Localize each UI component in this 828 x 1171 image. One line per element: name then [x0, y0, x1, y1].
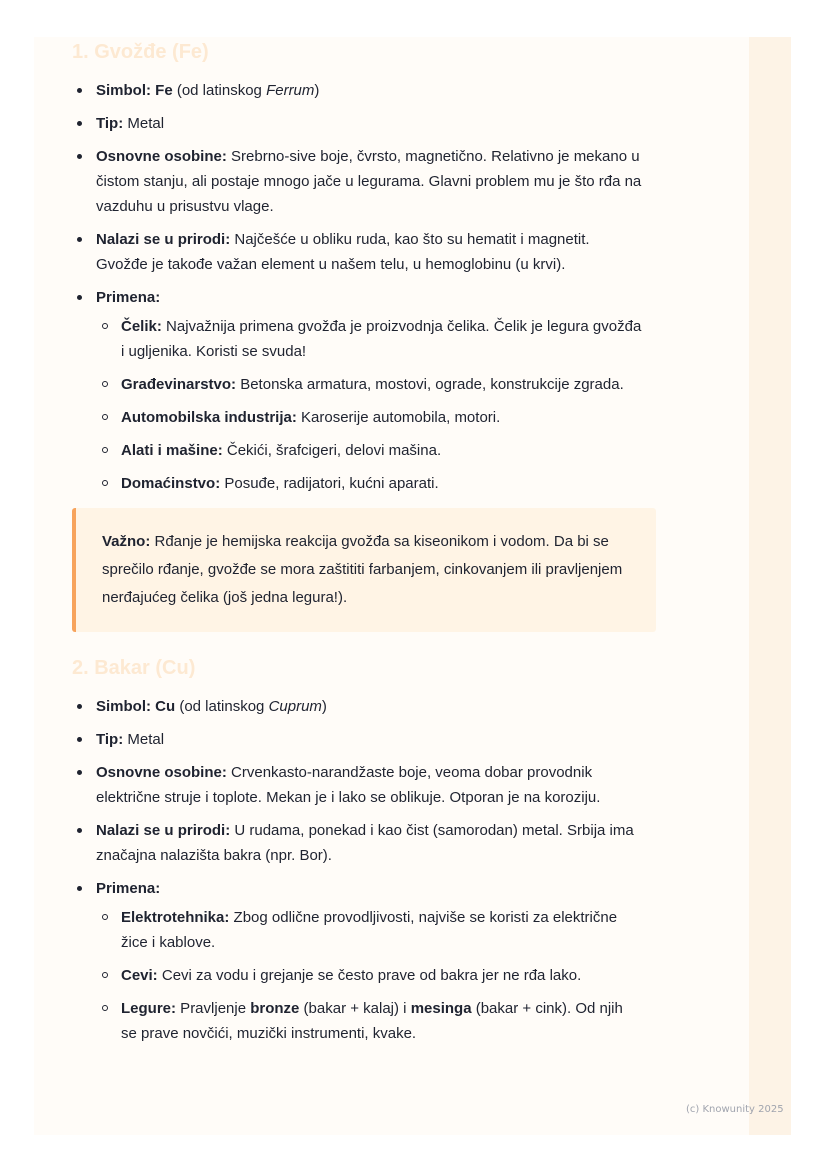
- sub-list-item: [96, 438, 642, 463]
- use-label: Legure:: [121, 1000, 177, 1017]
- list-item: [72, 111, 642, 136]
- type-label: Tip:: [96, 731, 124, 748]
- symbol-close-text: ): [321, 698, 327, 715]
- page-side-strip: [749, 37, 791, 1135]
- use-label: Elektrotehnika:: [121, 909, 230, 926]
- symbol-origin-text: (od latinskog: [175, 698, 269, 715]
- nature-label: Nalazi se u prirodi:: [96, 231, 231, 248]
- type-label: Tip:: [96, 115, 124, 132]
- list-item: [72, 818, 642, 868]
- iron-uses-list: [96, 314, 642, 496]
- use-text: Čekići, šrafcigeri, delovi mašina.: [222, 442, 442, 459]
- sub-list-item: [96, 996, 642, 1046]
- list-item: [72, 727, 642, 752]
- use-text: Betonska armatura, mostovi, ograde, konstrukcije zgrada.: [236, 376, 624, 393]
- use-text: Cevi za vodu i grejanje se često prave od bakra jer ne rđa lako.: [157, 967, 582, 984]
- properties-text: Crvenkasto-narandžaste boje, veoma dobar provodnik električne struje i toplote. Mekan je i lako se oblikuje. Otporan je na koroziju.: [96, 764, 601, 806]
- properties-label: Osnovne osobine:: [96, 148, 227, 165]
- symbol-label: Simbol: Fe: [96, 82, 173, 99]
- note-label: Važno:: [102, 533, 151, 550]
- list-item: [72, 78, 642, 103]
- symbol-close-text: ): [314, 82, 320, 99]
- brass-term: mesinga: [410, 1000, 472, 1017]
- symbol-origin-text: (od latinskog: [172, 82, 267, 99]
- sub-list-item: [96, 471, 642, 496]
- usage-label: Primena:: [96, 289, 161, 306]
- properties-text: Srebrno-sive boje, čvrsto, magnetično. Relativno je mekano u čistom stanju, ali postaje mnogo jače u legurama. Glavni problem mu je što rđa na vazduhu u prisustvu vlage.: [96, 148, 642, 215]
- use-label: Građevinarstvo:: [121, 376, 237, 393]
- latin-name: Ferrum: [266, 82, 315, 99]
- nature-text: U rudama, ponekad i kao čist (samorodan) metal. Srbija ima značajna nalazišta bakra (npr. Bor).: [96, 822, 634, 864]
- section-heading-iron: 1. Gvožđe (Fe): [72, 41, 209, 63]
- note-text: Rđanje je hemijska reakcija gvožđa sa kiseonikom i vodom. Da bi se sprečilo rđanje, gvožđe se mora zaštititi farbanjem, cinkovanjem ili pravljenjem nerđajućeg čelika (još jedna legura!).: [102, 533, 623, 606]
- latin-name: Cuprum: [268, 698, 322, 715]
- usage-label: Primena:: [96, 880, 161, 897]
- sub-list-item: [96, 905, 642, 955]
- nature-text: Najčešće u obliku ruda, kao što su hematit i magnetit. Gvožđe je takođe važan element u našem telu, u hemoglobinu (u krvi).: [96, 231, 590, 273]
- type-value: Metal: [123, 115, 165, 132]
- document-content: [72, 38, 642, 1054]
- use-label: Domaćinstvo:: [121, 475, 221, 492]
- sub-list-item: [96, 405, 642, 430]
- use-text: (bakar + cink). Od njih se prave novčići, muzički instrumenti, kvake.: [121, 1000, 623, 1042]
- list-item: [72, 694, 642, 719]
- use-text: Pravljenje: [176, 1000, 251, 1017]
- list-item: [72, 876, 642, 1046]
- use-text: Karoserije automobila, motori.: [296, 409, 501, 426]
- use-text: Posuđe, radijatori, kućni aparati.: [220, 475, 439, 492]
- section-heading-copper: 2. Bakar (Cu): [72, 657, 196, 679]
- list-item: [72, 760, 642, 810]
- sub-list-item: [96, 314, 642, 364]
- important-note-callout: [72, 508, 656, 632]
- list-item: [72, 285, 642, 496]
- sub-list-item: [96, 372, 642, 397]
- use-label: Automobilska industrija:: [121, 409, 297, 426]
- use-label: Čelik:: [121, 318, 162, 335]
- copyright-footer: (c) Knowunity 2025: [686, 1104, 784, 1115]
- use-text: (bakar + kalaj) i: [299, 1000, 411, 1017]
- list-item: [72, 227, 642, 277]
- bronze-term: bronze: [250, 1000, 300, 1017]
- use-label: Cevi:: [121, 967, 158, 984]
- type-value: Metal: [123, 731, 165, 748]
- sub-list-item: [96, 963, 642, 988]
- copper-facts-list: [72, 694, 642, 1046]
- copper-uses-list: [96, 905, 642, 1046]
- nature-label: Nalazi se u prirodi:: [96, 822, 231, 839]
- use-text: Najvažnija primena gvožđa je proizvodnja čelika. Čelik je legura gvožđa i ugljenika. Koristi se svuda!: [121, 318, 642, 360]
- iron-facts-list: [72, 78, 642, 496]
- list-item: [72, 144, 642, 219]
- use-label: Alati i mašine:: [121, 442, 223, 459]
- properties-label: Osnovne osobine:: [96, 764, 227, 781]
- symbol-label: Simbol: Cu: [96, 698, 176, 715]
- use-text: Zbog odlične provodljivosti, najviše se koristi za električne žice i kablove.: [121, 909, 618, 951]
